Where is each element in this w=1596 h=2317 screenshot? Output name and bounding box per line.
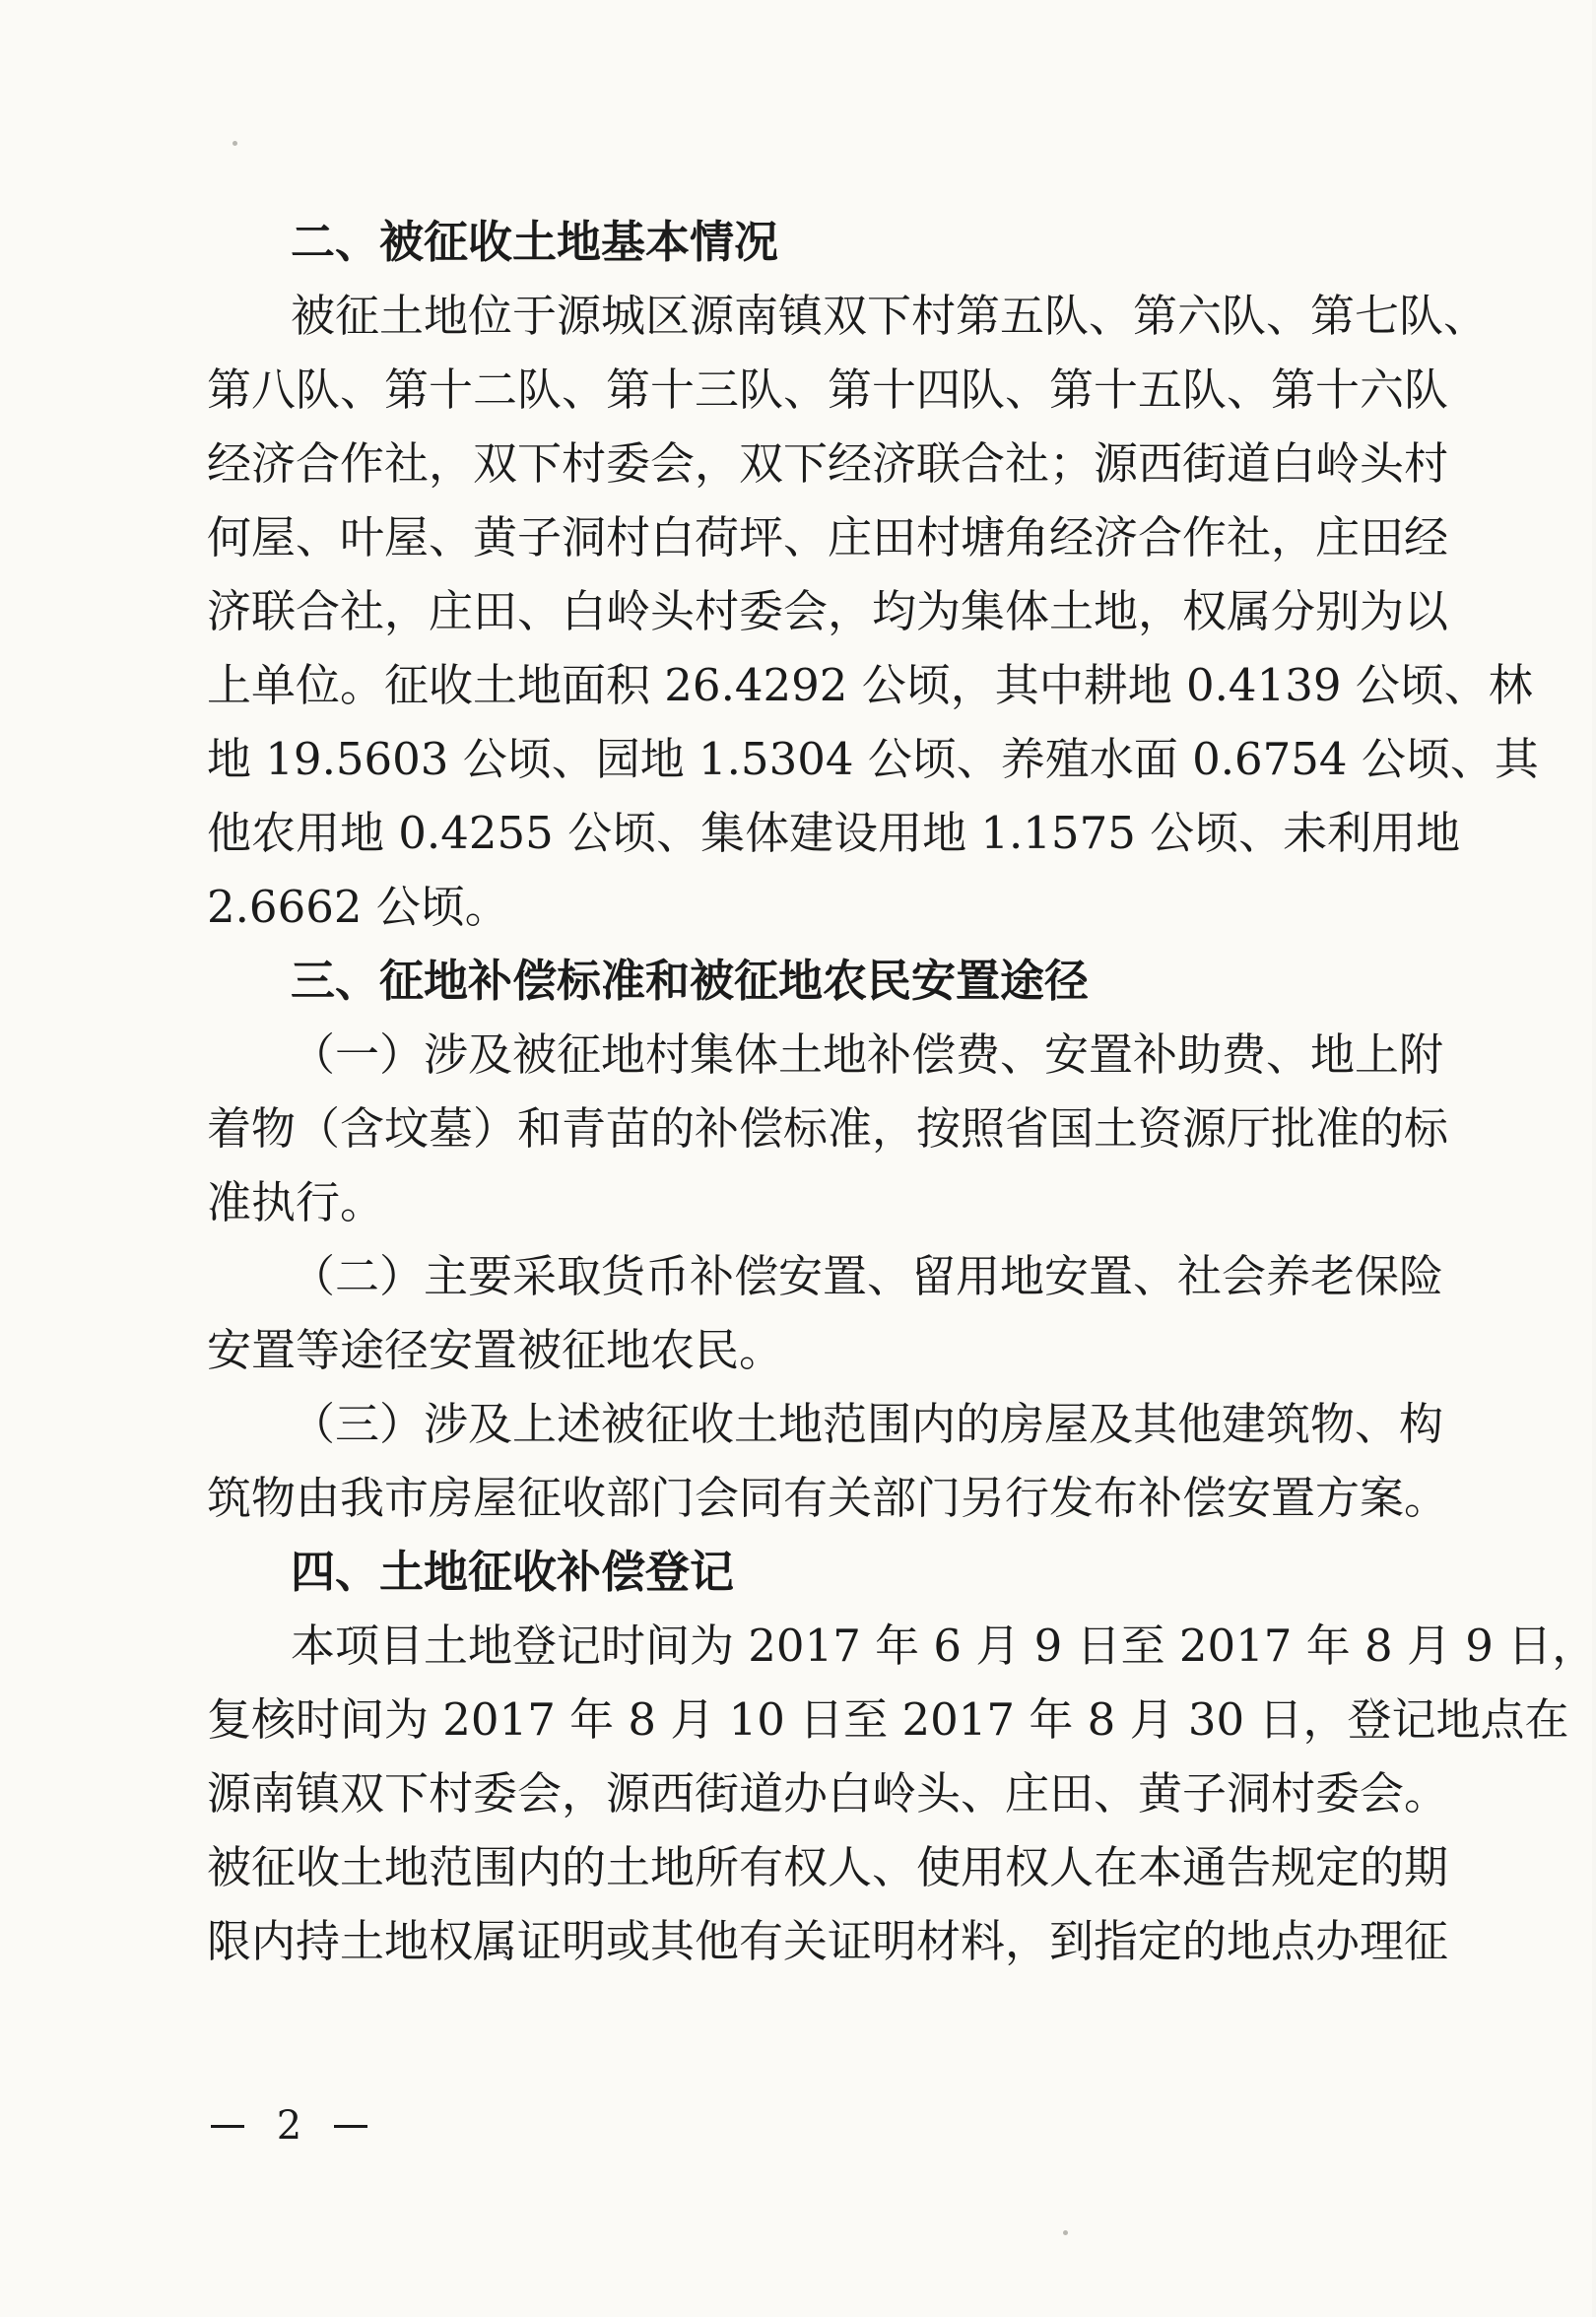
footer-dash-left <box>211 2125 244 2128</box>
paragraph-line: 准执行。 <box>207 1176 385 1228</box>
paragraph-line: （一）涉及被征地村集体土地补偿费、安置补助费、地上附 <box>291 1028 1444 1081</box>
section-heading-2: 二、被征收土地基本情况 <box>291 216 779 268</box>
page-footer <box>211 2093 367 2152</box>
paragraph-line: 第八队、第十二队、第十三队、第十四队、第十五队、第十六队 <box>207 364 1449 416</box>
section-heading-3: 三、征地补偿标准和被征地农民安置途径 <box>291 955 1090 1007</box>
paragraph-line: （三）涉及上述被征收土地范围内的房屋及其他建筑物、构 <box>291 1398 1444 1450</box>
paragraph-line: 何屋、叶屋、黄子洞村白荷坪、庄田村塘角经济合作社，庄田经 <box>207 511 1449 563</box>
paragraph-line: 2.6662 公顷。 <box>207 881 509 933</box>
paragraph-line: （二）主要采取货币补偿安置、留用地安置、社会养老保险 <box>291 1250 1444 1302</box>
paragraph-line: 他农用地 0.4255 公顷、集体建设用地 1.1575 公顷、未利用地 <box>207 807 1461 859</box>
footer-dash-right <box>334 2125 367 2128</box>
paragraph-line: 济联合社，庄田、白岭头村委会，均为集体土地，权属分别为以 <box>207 585 1449 637</box>
document-body <box>207 205 1596 1978</box>
paragraph-line: 被征土地位于源城区源南镇双下村第五队、第六队、第七队、 <box>291 290 1489 342</box>
paragraph-line: 本项目土地登记时间为 2017 年 6 月 9 日至 2017 年 8 月 9 日， <box>291 1620 1596 1672</box>
scan-speck <box>233 141 237 146</box>
section-heading-4: 四、土地征收补偿登记 <box>291 1546 735 1598</box>
page-number: 2 <box>276 2103 302 2149</box>
paragraph-line: 筑物由我市房屋征收部门会同有关部门另行发布补偿安置方案。 <box>207 1472 1449 1524</box>
paragraph-line: 经济合作社，双下村委会，双下经济联合社；源西街道白岭头村 <box>207 437 1449 490</box>
paragraph-line: 安置等途径安置被征地农民。 <box>207 1324 784 1376</box>
paragraph-line: 被征收土地范围内的土地所有权人、使用权人在本通告规定的期 <box>207 1841 1449 1893</box>
scan-speck <box>1063 2230 1068 2235</box>
paragraph-line: 源南镇双下村委会，源西街道办白岭头、庄田、黄子洞村委会。 <box>207 1767 1449 1820</box>
paragraph-line: 地 19.5603 公顷、园地 1.5304 公顷、养殖水面 0.6754 公顷、其 <box>207 733 1539 785</box>
paragraph-line: 复核时间为 2017 年 8 月 10 日至 2017 年 8 月 30 日，登记地点在 <box>207 1693 1569 1746</box>
paragraph-line: 着物（含坟墓）和青苗的补偿标准，按照省国土资源厅批准的标 <box>207 1102 1449 1155</box>
paragraph-line: 上单位。征收土地面积 26.4292 公顷，其中耕地 0.4139 公顷、林 <box>207 659 1533 711</box>
paragraph-line: 限内持土地权属证明或其他有关证明材料，到指定的地点办理征 <box>207 1915 1449 1967</box>
